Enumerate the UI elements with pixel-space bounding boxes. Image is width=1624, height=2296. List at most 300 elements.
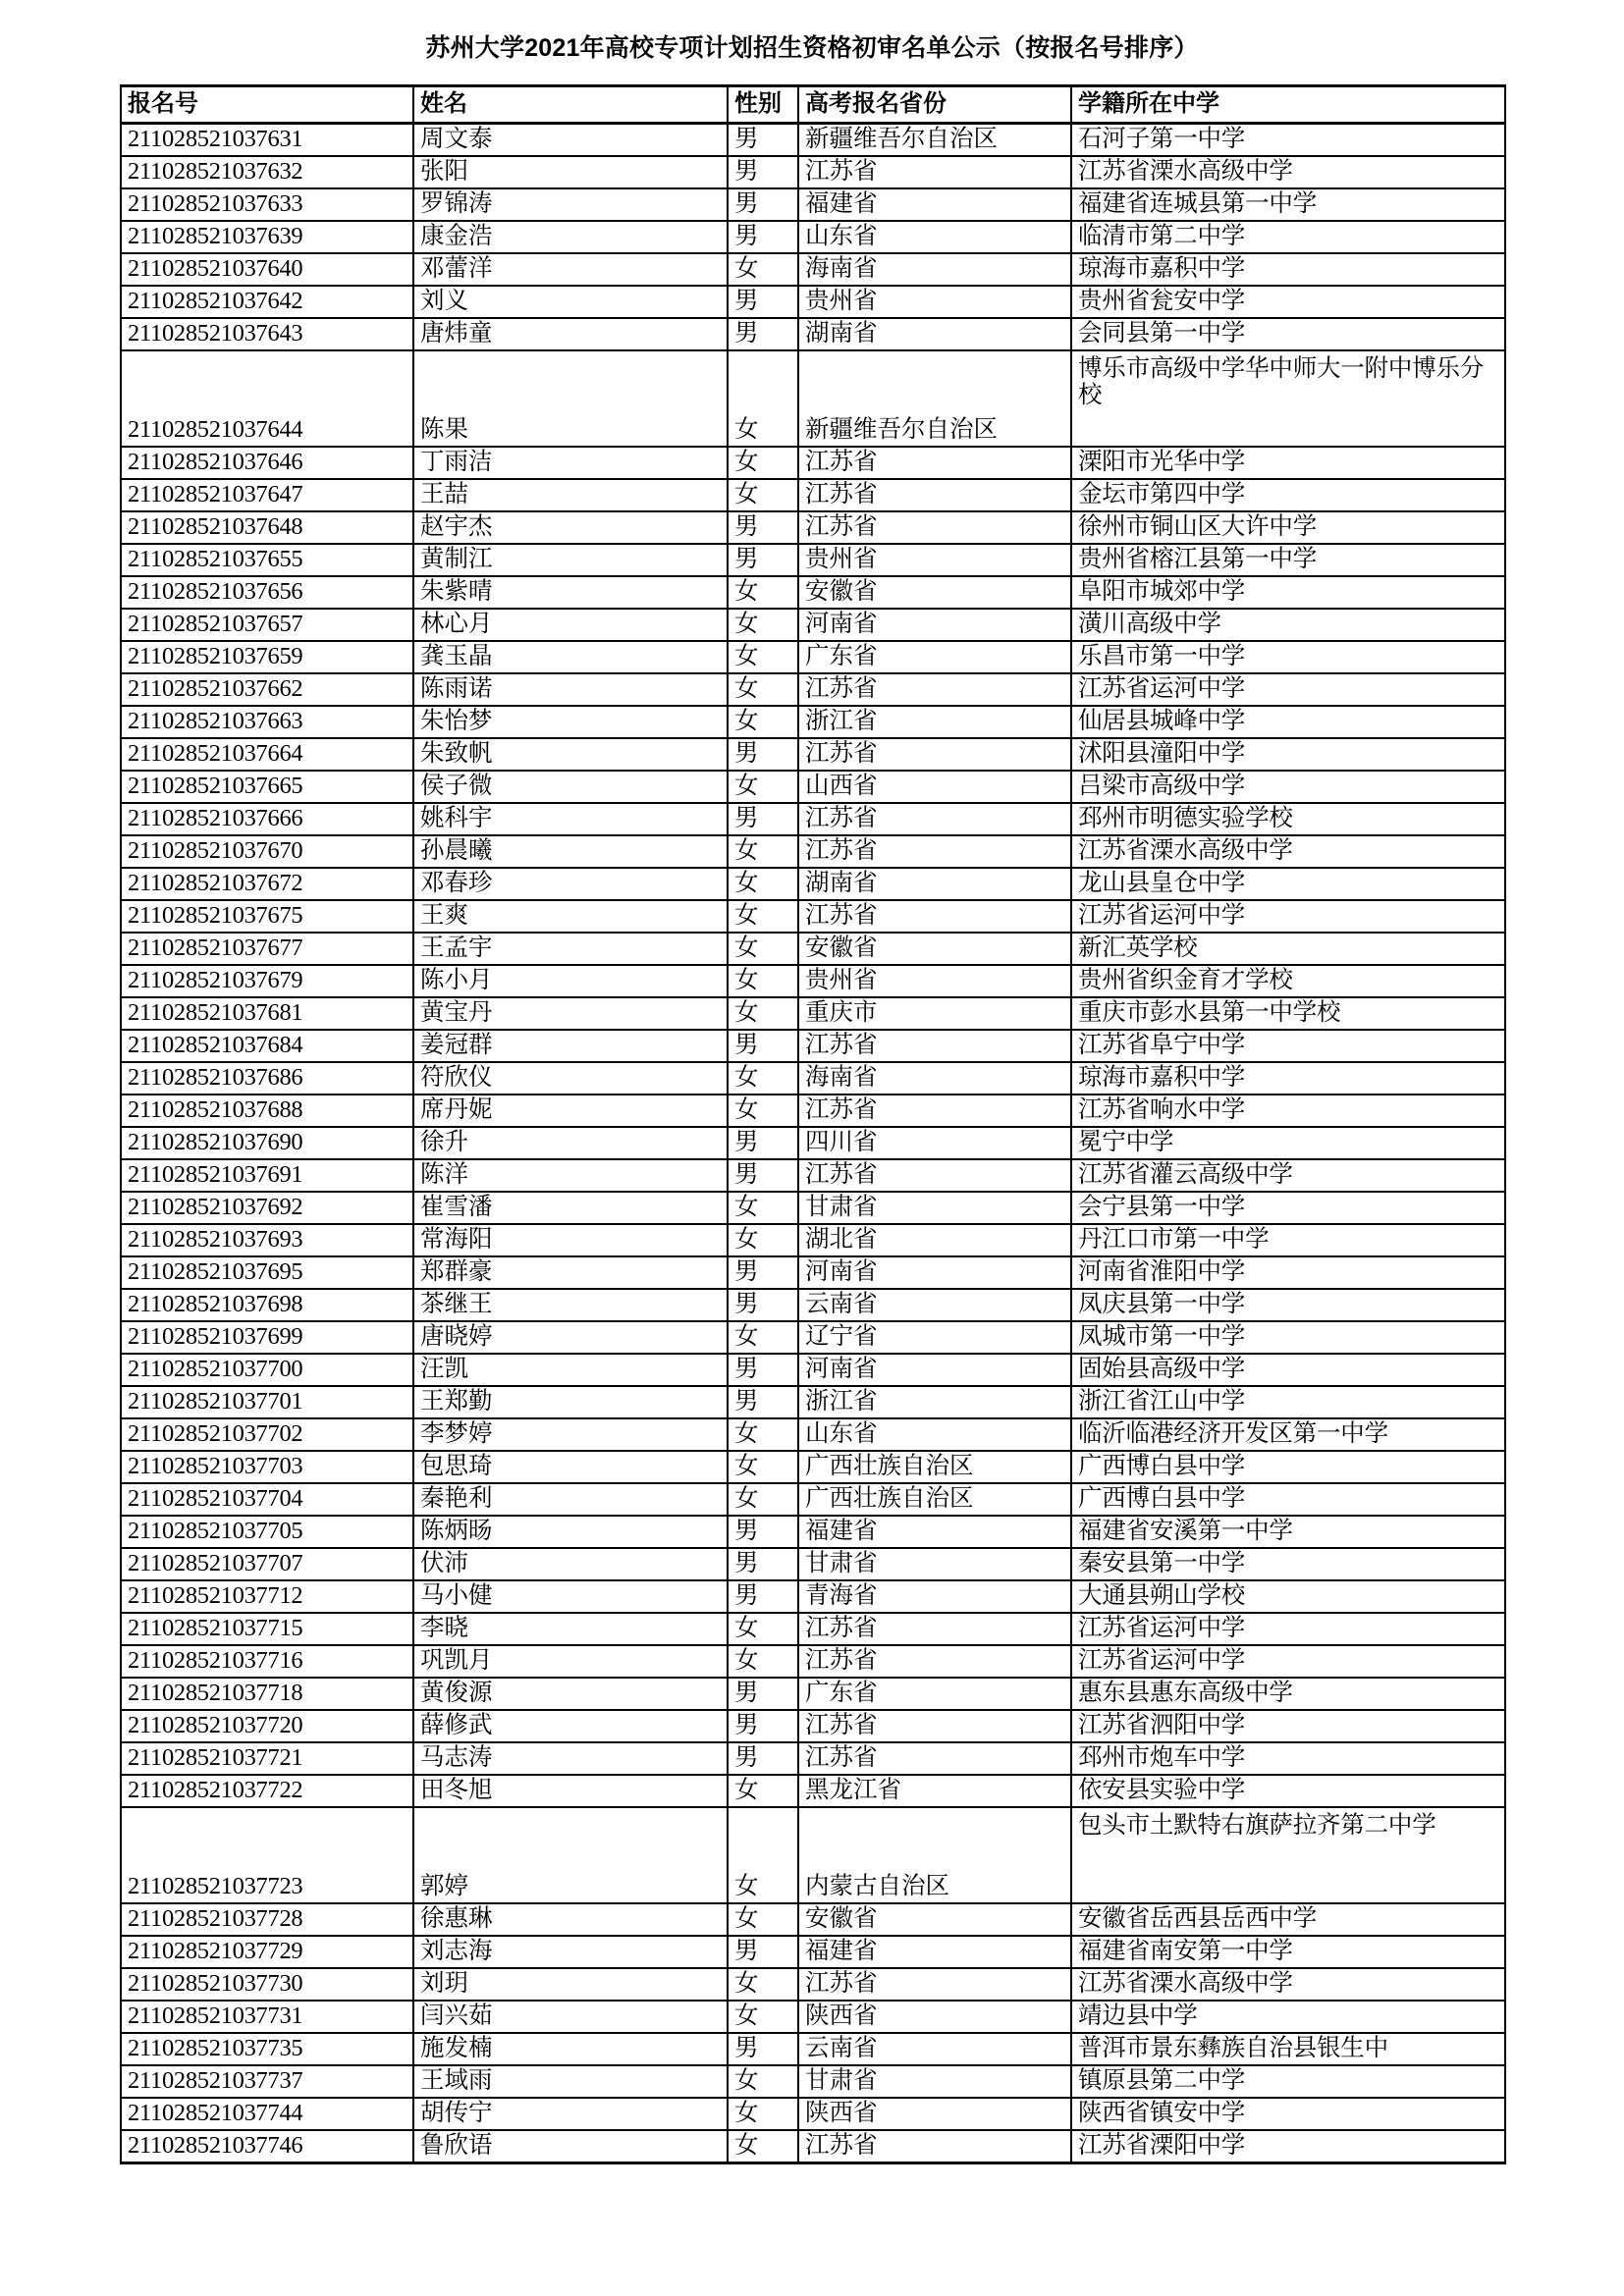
cell-sex: 男 xyxy=(728,544,798,576)
cell-school: 江苏省运河中学 xyxy=(1071,673,1505,706)
cell-province: 河南省 xyxy=(798,1256,1071,1289)
cell-sex: 女 xyxy=(728,900,798,933)
column-header-id: 报名号 xyxy=(121,85,413,123)
table-row xyxy=(121,1548,1505,1580)
table-row xyxy=(121,1936,1505,1968)
cell-province: 云南省 xyxy=(798,2033,1071,2065)
cell-id: 211028521037644 xyxy=(121,350,413,447)
cell-sex: 男 xyxy=(728,1936,798,1968)
cell-province: 海南省 xyxy=(798,253,1071,286)
cell-sex: 男 xyxy=(728,188,798,221)
cell-province: 广西壮族自治区 xyxy=(798,1451,1071,1483)
cell-province: 青海省 xyxy=(798,1580,1071,1613)
cell-province: 江苏省 xyxy=(798,1613,1071,1645)
cell-id: 211028521037722 xyxy=(121,1775,413,1807)
cell-sex: 男 xyxy=(728,1354,798,1386)
table-row xyxy=(121,1710,1505,1742)
cell-name: 席丹妮 xyxy=(413,1095,728,1127)
cell-sex: 女 xyxy=(728,1613,798,1645)
cell-id: 211028521037679 xyxy=(121,965,413,997)
table-row xyxy=(121,1678,1505,1710)
cell-id: 211028521037720 xyxy=(121,1710,413,1742)
cell-sex: 女 xyxy=(728,706,798,738)
cell-province: 甘肃省 xyxy=(798,2065,1071,2098)
cell-province: 贵州省 xyxy=(798,286,1071,318)
cell-school: 普洱市景东彝族自治县银生中 xyxy=(1071,2033,1505,2065)
cell-name: 施发楠 xyxy=(413,2033,728,2065)
table-row xyxy=(121,1289,1505,1321)
cell-sex: 男 xyxy=(728,156,798,188)
table-row xyxy=(121,1256,1505,1289)
table-row xyxy=(121,188,1505,221)
cell-sex: 女 xyxy=(728,1807,798,1903)
cell-school: 潢川高级中学 xyxy=(1071,609,1505,641)
cell-sex: 女 xyxy=(728,253,798,286)
cell-school: 新汇英学校 xyxy=(1071,933,1505,965)
cell-id: 211028521037657 xyxy=(121,609,413,641)
cell-school: 金坛市第四中学 xyxy=(1071,479,1505,511)
cell-name: 常海阳 xyxy=(413,1224,728,1256)
cell-name: 黄制江 xyxy=(413,544,728,576)
cell-sex: 女 xyxy=(728,1062,798,1095)
cell-sex: 男 xyxy=(728,286,798,318)
cell-province: 江苏省 xyxy=(798,900,1071,933)
cell-id: 211028521037695 xyxy=(121,1256,413,1289)
cell-school: 重庆市彭水县第一中学校 xyxy=(1071,997,1505,1030)
cell-id: 211028521037639 xyxy=(121,221,413,253)
cell-school: 江苏省溧水高级中学 xyxy=(1071,835,1505,868)
cell-id: 211028521037633 xyxy=(121,188,413,221)
cell-sex: 女 xyxy=(728,1224,798,1256)
cell-sex: 男 xyxy=(728,511,798,544)
cell-name: 朱致帆 xyxy=(413,738,728,771)
cell-province: 重庆市 xyxy=(798,997,1071,1030)
cell-sex: 女 xyxy=(728,350,798,447)
cell-school: 秦安县第一中学 xyxy=(1071,1548,1505,1580)
cell-id: 211028521037705 xyxy=(121,1516,413,1548)
cell-province: 江苏省 xyxy=(798,738,1071,771)
table-header xyxy=(121,85,1505,123)
cell-province: 江苏省 xyxy=(798,673,1071,706)
cell-sex: 男 xyxy=(728,1516,798,1548)
roster-table-container xyxy=(0,84,1624,2164)
cell-id: 211028521037684 xyxy=(121,1030,413,1062)
cell-province: 福建省 xyxy=(798,1516,1071,1548)
cell-sex: 女 xyxy=(728,2098,798,2130)
cell-name: 胡传宁 xyxy=(413,2098,728,2130)
cell-school: 琼海市嘉积中学 xyxy=(1071,253,1505,286)
cell-sex: 男 xyxy=(728,318,798,350)
cell-province: 云南省 xyxy=(798,1289,1071,1321)
cell-name: 刘志海 xyxy=(413,1936,728,1968)
cell-province: 湖南省 xyxy=(798,868,1071,900)
cell-province: 新疆维吾尔自治区 xyxy=(798,123,1071,156)
table-row xyxy=(121,706,1505,738)
cell-name: 王爽 xyxy=(413,900,728,933)
cell-id: 211028521037746 xyxy=(121,2130,413,2163)
cell-id: 211028521037688 xyxy=(121,1095,413,1127)
cell-sex: 女 xyxy=(728,1775,798,1807)
cell-province: 安徽省 xyxy=(798,576,1071,609)
cell-province: 浙江省 xyxy=(798,706,1071,738)
table-row xyxy=(121,2098,1505,2130)
table-row xyxy=(121,286,1505,318)
cell-name: 鲁欣语 xyxy=(413,2130,728,2163)
cell-sex: 女 xyxy=(728,609,798,641)
cell-name: 黄俊源 xyxy=(413,1678,728,1710)
cell-id: 211028521037640 xyxy=(121,253,413,286)
cell-sex: 男 xyxy=(728,1256,798,1289)
table-row xyxy=(121,1645,1505,1678)
table-row xyxy=(121,900,1505,933)
cell-school: 凤庆县第一中学 xyxy=(1071,1289,1505,1321)
cell-sex: 男 xyxy=(728,1548,798,1580)
cell-name: 王喆 xyxy=(413,479,728,511)
table-row xyxy=(121,1742,1505,1775)
cell-name: 康金浩 xyxy=(413,221,728,253)
cell-province: 山西省 xyxy=(798,771,1071,803)
cell-province: 安徽省 xyxy=(798,933,1071,965)
cell-sex: 女 xyxy=(728,1968,798,2001)
cell-school: 江苏省运河中学 xyxy=(1071,1645,1505,1678)
cell-name: 崔雪潘 xyxy=(413,1192,728,1224)
cell-id: 211028521037665 xyxy=(121,771,413,803)
table-row xyxy=(121,1321,1505,1354)
column-header-province: 高考报名省份 xyxy=(798,85,1071,123)
table-row xyxy=(121,673,1505,706)
cell-sex: 女 xyxy=(728,2065,798,2098)
cell-name: 汪凯 xyxy=(413,1354,728,1386)
cell-name: 陈炳旸 xyxy=(413,1516,728,1548)
cell-name: 刘玥 xyxy=(413,1968,728,2001)
table-body xyxy=(121,123,1505,2163)
cell-name: 邓蕾洋 xyxy=(413,253,728,286)
table-row xyxy=(121,511,1505,544)
cell-school: 博乐市高级中学华中师大一附中博乐分校 xyxy=(1071,350,1505,447)
cell-sex: 女 xyxy=(728,1192,798,1224)
cell-sex: 女 xyxy=(728,1483,798,1516)
cell-school: 江苏省溧水高级中学 xyxy=(1071,1968,1505,2001)
cell-id: 211028521037659 xyxy=(121,641,413,673)
cell-province: 江苏省 xyxy=(798,156,1071,188)
cell-province: 福建省 xyxy=(798,1936,1071,1968)
cell-name: 郭婷 xyxy=(413,1807,728,1903)
cell-sex: 女 xyxy=(728,868,798,900)
cell-name: 丁雨洁 xyxy=(413,447,728,479)
cell-name: 邓春珍 xyxy=(413,868,728,900)
cell-province: 陕西省 xyxy=(798,2098,1071,2130)
cell-name: 包思琦 xyxy=(413,1451,728,1483)
cell-school: 冕宁中学 xyxy=(1071,1127,1505,1159)
cell-sex: 男 xyxy=(728,123,798,156)
table-row xyxy=(121,123,1505,156)
cell-name: 马小健 xyxy=(413,1580,728,1613)
cell-id: 211028521037698 xyxy=(121,1289,413,1321)
cell-id: 211028521037656 xyxy=(121,576,413,609)
cell-sex: 女 xyxy=(728,1095,798,1127)
cell-id: 211028521037643 xyxy=(121,318,413,350)
cell-school: 贵州省织金育才学校 xyxy=(1071,965,1505,997)
cell-id: 211028521037715 xyxy=(121,1613,413,1645)
cell-id: 211028521037675 xyxy=(121,900,413,933)
cell-name: 张阳 xyxy=(413,156,728,188)
cell-name: 唐晓婷 xyxy=(413,1321,728,1354)
cell-sex: 女 xyxy=(728,1903,798,1936)
table-row xyxy=(121,447,1505,479)
cell-school: 包头市土默特右旗萨拉齐第二中学 xyxy=(1071,1807,1505,1903)
cell-sex: 女 xyxy=(728,479,798,511)
cell-school: 龙山县皇仓中学 xyxy=(1071,868,1505,900)
column-header-name: 姓名 xyxy=(413,85,728,123)
cell-id: 211028521037704 xyxy=(121,1483,413,1516)
cell-province: 江苏省 xyxy=(798,2130,1071,2163)
cell-name: 林心月 xyxy=(413,609,728,641)
cell-school: 广西博白县中学 xyxy=(1071,1451,1505,1483)
cell-id: 211028521037690 xyxy=(121,1127,413,1159)
column-header-school: 学籍所在中学 xyxy=(1071,85,1505,123)
cell-province: 陕西省 xyxy=(798,2001,1071,2033)
table-row xyxy=(121,156,1505,188)
cell-name: 周文泰 xyxy=(413,123,728,156)
cell-id: 211028521037735 xyxy=(121,2033,413,2065)
cell-school: 徐州市铜山区大许中学 xyxy=(1071,511,1505,544)
cell-id: 211028521037699 xyxy=(121,1321,413,1354)
cell-school: 江苏省响水中学 xyxy=(1071,1095,1505,1127)
cell-id: 211028521037662 xyxy=(121,673,413,706)
cell-province: 内蒙古自治区 xyxy=(798,1807,1071,1903)
table-row xyxy=(121,738,1505,771)
cell-id: 211028521037723 xyxy=(121,1807,413,1903)
cell-school: 福建省连城县第一中学 xyxy=(1071,188,1505,221)
cell-province: 江苏省 xyxy=(798,1710,1071,1742)
cell-sex: 女 xyxy=(728,965,798,997)
cell-province: 甘肃省 xyxy=(798,1548,1071,1580)
table-row xyxy=(121,2130,1505,2163)
cell-name: 黄宝丹 xyxy=(413,997,728,1030)
table-row xyxy=(121,803,1505,835)
cell-school: 浙江省江山中学 xyxy=(1071,1386,1505,1418)
table-row xyxy=(121,771,1505,803)
cell-sex: 男 xyxy=(728,1386,798,1418)
cell-name: 马志涛 xyxy=(413,1742,728,1775)
cell-school: 河南省淮阳中学 xyxy=(1071,1256,1505,1289)
table-row xyxy=(121,1224,1505,1256)
cell-province: 湖北省 xyxy=(798,1224,1071,1256)
cell-sex: 女 xyxy=(728,771,798,803)
cell-school: 凤城市第一中学 xyxy=(1071,1321,1505,1354)
table-row xyxy=(121,1968,1505,2001)
cell-id: 211028521037712 xyxy=(121,1580,413,1613)
cell-id: 211028521037632 xyxy=(121,156,413,188)
table-row xyxy=(121,1192,1505,1224)
cell-province: 江苏省 xyxy=(798,447,1071,479)
cell-sex: 女 xyxy=(728,1321,798,1354)
cell-province: 河南省 xyxy=(798,609,1071,641)
cell-id: 211028521037701 xyxy=(121,1386,413,1418)
cell-province: 河南省 xyxy=(798,1354,1071,1386)
cell-name: 姚科宇 xyxy=(413,803,728,835)
cell-name: 朱紫晴 xyxy=(413,576,728,609)
cell-school: 江苏省运河中学 xyxy=(1071,900,1505,933)
cell-id: 211028521037646 xyxy=(121,447,413,479)
cell-school: 石河子第一中学 xyxy=(1071,123,1505,156)
cell-school: 江苏省泗阳中学 xyxy=(1071,1710,1505,1742)
cell-province: 黑龙江省 xyxy=(798,1775,1071,1807)
cell-province: 广东省 xyxy=(798,1678,1071,1710)
cell-province: 福建省 xyxy=(798,188,1071,221)
cell-province: 江苏省 xyxy=(798,803,1071,835)
cell-name: 侯子微 xyxy=(413,771,728,803)
cell-sex: 女 xyxy=(728,447,798,479)
cell-school: 江苏省灌云高级中学 xyxy=(1071,1159,1505,1192)
cell-sex: 男 xyxy=(728,1159,798,1192)
cell-school: 江苏省阜宁中学 xyxy=(1071,1030,1505,1062)
cell-school: 临沂临港经济开发区第一中学 xyxy=(1071,1418,1505,1451)
cell-school: 陕西省镇安中学 xyxy=(1071,2098,1505,2130)
cell-name: 孙晨曦 xyxy=(413,835,728,868)
cell-school: 福建省安溪第一中学 xyxy=(1071,1516,1505,1548)
cell-school: 会宁县第一中学 xyxy=(1071,1192,1505,1224)
cell-sex: 男 xyxy=(728,803,798,835)
cell-province: 贵州省 xyxy=(798,544,1071,576)
cell-id: 211028521037707 xyxy=(121,1548,413,1580)
table-row xyxy=(121,1095,1505,1127)
table-row xyxy=(121,1903,1505,1936)
cell-province: 贵州省 xyxy=(798,965,1071,997)
cell-school: 溧阳市光华中学 xyxy=(1071,447,1505,479)
table-row xyxy=(121,868,1505,900)
cell-school: 沭阳县潼阳中学 xyxy=(1071,738,1505,771)
cell-school: 福建省南安第一中学 xyxy=(1071,1936,1505,1968)
cell-id: 211028521037716 xyxy=(121,1645,413,1678)
cell-id: 211028521037648 xyxy=(121,511,413,544)
cell-id: 211028521037729 xyxy=(121,1936,413,1968)
cell-id: 211028521037718 xyxy=(121,1678,413,1710)
table-row xyxy=(121,1159,1505,1192)
cell-name: 符欣仪 xyxy=(413,1062,728,1095)
cell-id: 211028521037664 xyxy=(121,738,413,771)
cell-id: 211028521037700 xyxy=(121,1354,413,1386)
cell-sex: 女 xyxy=(728,933,798,965)
cell-id: 211028521037702 xyxy=(121,1418,413,1451)
cell-id: 211028521037730 xyxy=(121,1968,413,2001)
cell-sex: 女 xyxy=(728,1418,798,1451)
table-row xyxy=(121,933,1505,965)
cell-province: 甘肃省 xyxy=(798,1192,1071,1224)
cell-province: 江苏省 xyxy=(798,1030,1071,1062)
cell-name: 罗锦涛 xyxy=(413,188,728,221)
table-row xyxy=(121,641,1505,673)
cell-id: 211028521037692 xyxy=(121,1192,413,1224)
cell-province: 山东省 xyxy=(798,1418,1071,1451)
cell-school: 临清市第二中学 xyxy=(1071,221,1505,253)
cell-province: 江苏省 xyxy=(798,1645,1071,1678)
cell-name: 茶继王 xyxy=(413,1289,728,1321)
table-row xyxy=(121,1030,1505,1062)
cell-sex: 男 xyxy=(728,221,798,253)
cell-province: 湖南省 xyxy=(798,318,1071,350)
cell-name: 朱怡梦 xyxy=(413,706,728,738)
cell-id: 211028521037691 xyxy=(121,1159,413,1192)
table-row xyxy=(121,318,1505,350)
cell-id: 211028521037721 xyxy=(121,1742,413,1775)
table-row xyxy=(121,2065,1505,2098)
cell-sex: 女 xyxy=(728,1645,798,1678)
cell-sex: 女 xyxy=(728,997,798,1030)
cell-school: 安徽省岳西县岳西中学 xyxy=(1071,1903,1505,1936)
cell-name: 刘义 xyxy=(413,286,728,318)
cell-sex: 男 xyxy=(728,1127,798,1159)
cell-school: 镇原县第二中学 xyxy=(1071,2065,1505,2098)
cell-name: 郑群豪 xyxy=(413,1256,728,1289)
cell-province: 江苏省 xyxy=(798,1968,1071,2001)
cell-province: 山东省 xyxy=(798,221,1071,253)
cell-id: 211028521037686 xyxy=(121,1062,413,1095)
table-row xyxy=(121,965,1505,997)
table-row xyxy=(121,1483,1505,1516)
table-row xyxy=(121,1580,1505,1613)
cell-sex: 女 xyxy=(728,576,798,609)
table-row xyxy=(121,1613,1505,1645)
cell-province: 四川省 xyxy=(798,1127,1071,1159)
cell-sex: 男 xyxy=(728,1678,798,1710)
cell-school: 琼海市嘉积中学 xyxy=(1071,1062,1505,1095)
table-row xyxy=(121,1127,1505,1159)
cell-school: 江苏省运河中学 xyxy=(1071,1613,1505,1645)
cell-school: 依安县实验中学 xyxy=(1071,1775,1505,1807)
cell-province: 广东省 xyxy=(798,641,1071,673)
cell-id: 211028521037731 xyxy=(121,2001,413,2033)
cell-name: 李晓 xyxy=(413,1613,728,1645)
table-row xyxy=(121,544,1505,576)
cell-name: 唐炜童 xyxy=(413,318,728,350)
column-header-sex: 性别 xyxy=(728,85,798,123)
cell-sex: 女 xyxy=(728,835,798,868)
cell-sex: 女 xyxy=(728,2001,798,2033)
cell-name: 陈果 xyxy=(413,350,728,447)
cell-sex: 男 xyxy=(728,1030,798,1062)
cell-name: 陈洋 xyxy=(413,1159,728,1192)
roster-table xyxy=(120,84,1506,2164)
cell-school: 丹江口市第一中学 xyxy=(1071,1224,1505,1256)
cell-name: 陈雨诺 xyxy=(413,673,728,706)
cell-province: 广西壮族自治区 xyxy=(798,1483,1071,1516)
cell-id: 211028521037631 xyxy=(121,123,413,156)
table-row xyxy=(121,350,1505,447)
table-row xyxy=(121,1062,1505,1095)
table-row xyxy=(121,479,1505,511)
cell-name: 薛修武 xyxy=(413,1710,728,1742)
table-row xyxy=(121,835,1505,868)
cell-province: 江苏省 xyxy=(798,1742,1071,1775)
cell-name: 龚玉晶 xyxy=(413,641,728,673)
cell-school: 江苏省溧阳中学 xyxy=(1071,2130,1505,2163)
table-row xyxy=(121,2033,1505,2065)
table-row xyxy=(121,253,1505,286)
table-row xyxy=(121,1516,1505,1548)
cell-school: 固始县高级中学 xyxy=(1071,1354,1505,1386)
cell-sex: 男 xyxy=(728,1710,798,1742)
cell-name: 王郑勤 xyxy=(413,1386,728,1418)
cell-school: 邳州市炮车中学 xyxy=(1071,1742,1505,1775)
cell-school: 贵州省瓮安中学 xyxy=(1071,286,1505,318)
cell-province: 海南省 xyxy=(798,1062,1071,1095)
cell-province: 浙江省 xyxy=(798,1386,1071,1418)
table-row xyxy=(121,576,1505,609)
cell-name: 徐升 xyxy=(413,1127,728,1159)
cell-name: 李梦婷 xyxy=(413,1418,728,1451)
table-row xyxy=(121,1354,1505,1386)
